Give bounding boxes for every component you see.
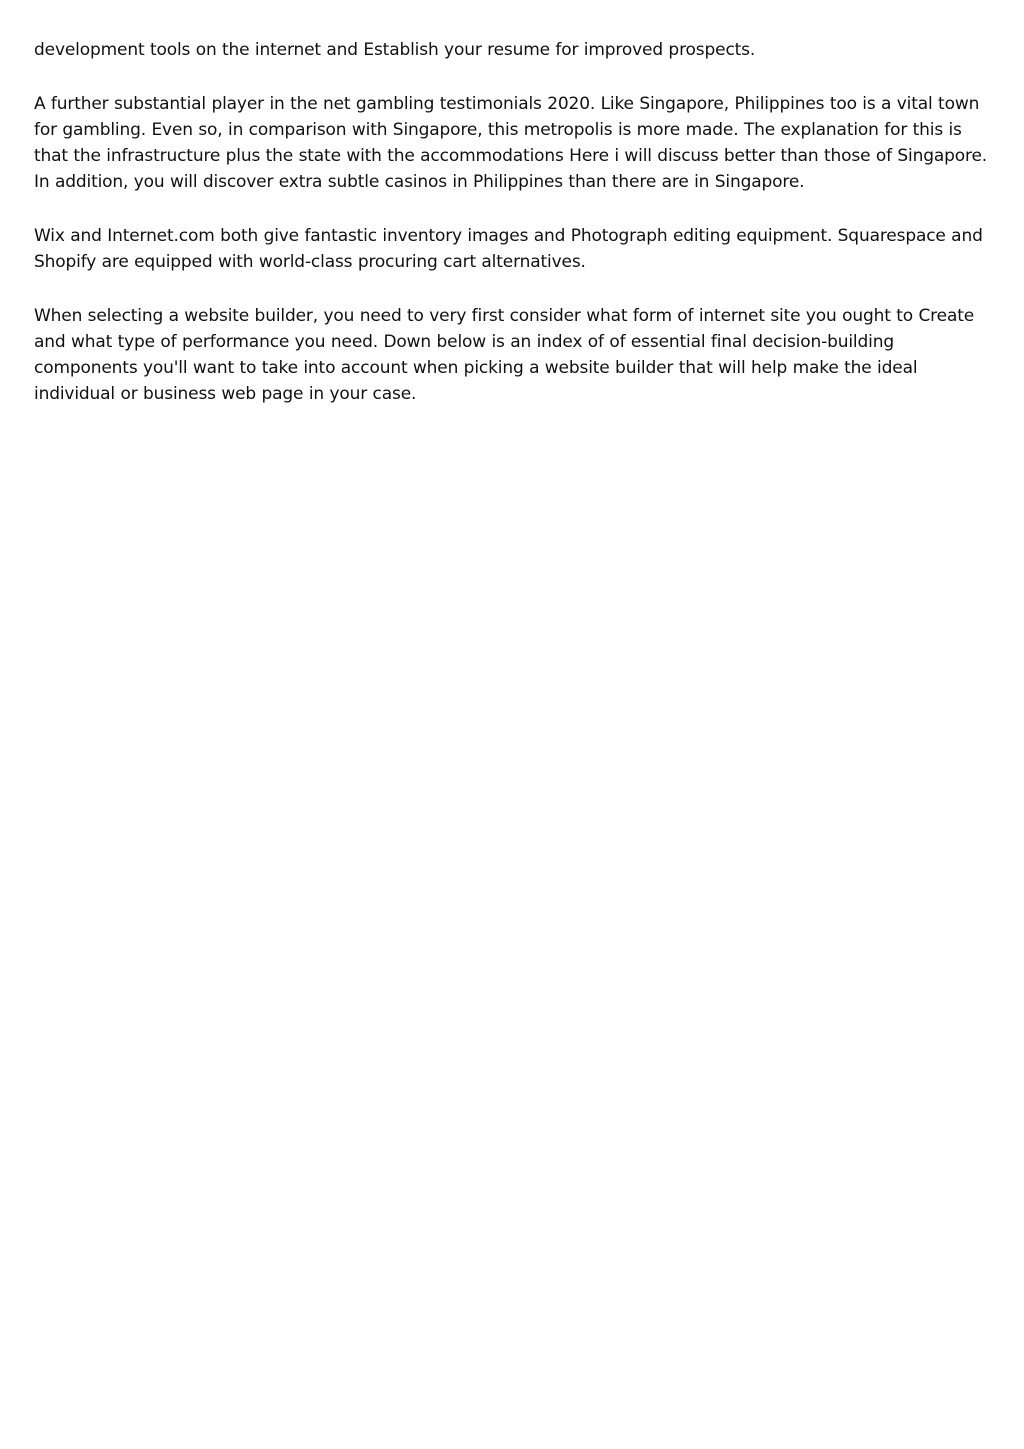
paragraph-3: Wix and Internet.com both give fantastic inventory images and Photograph editing equipment. Squarespace and Shopify are equipped with world-class procuring cart alternatives. — [34, 226, 983, 272]
paragraph-2: A further substantial player in the net gambling testimonials 2020. Like Singapore, Philippines too is a vital town for gambling. Even so, in comparison with Singapore, this metropolis is more made. The explanation for this is that the infrastructure plus the state with the accommodations Here i will discuss better than those of Singapore. In addition, you will discover extra subtle casinos in Philippines than there are in Singapore. — [34, 94, 988, 192]
document-body — [34, 37, 992, 435]
paragraph-4: When selecting a website builder, you need to very first consider what form of internet site you ought to Create and what type of performance you need. Down below is an index of of essential final decision-building components you'll want to take into account when picking a website builder that will help make the ideal individual or business web page in your case. — [34, 306, 975, 404]
paragraph-1: development tools on the internet and Establish your resume for improved prospects. — [34, 40, 756, 60]
